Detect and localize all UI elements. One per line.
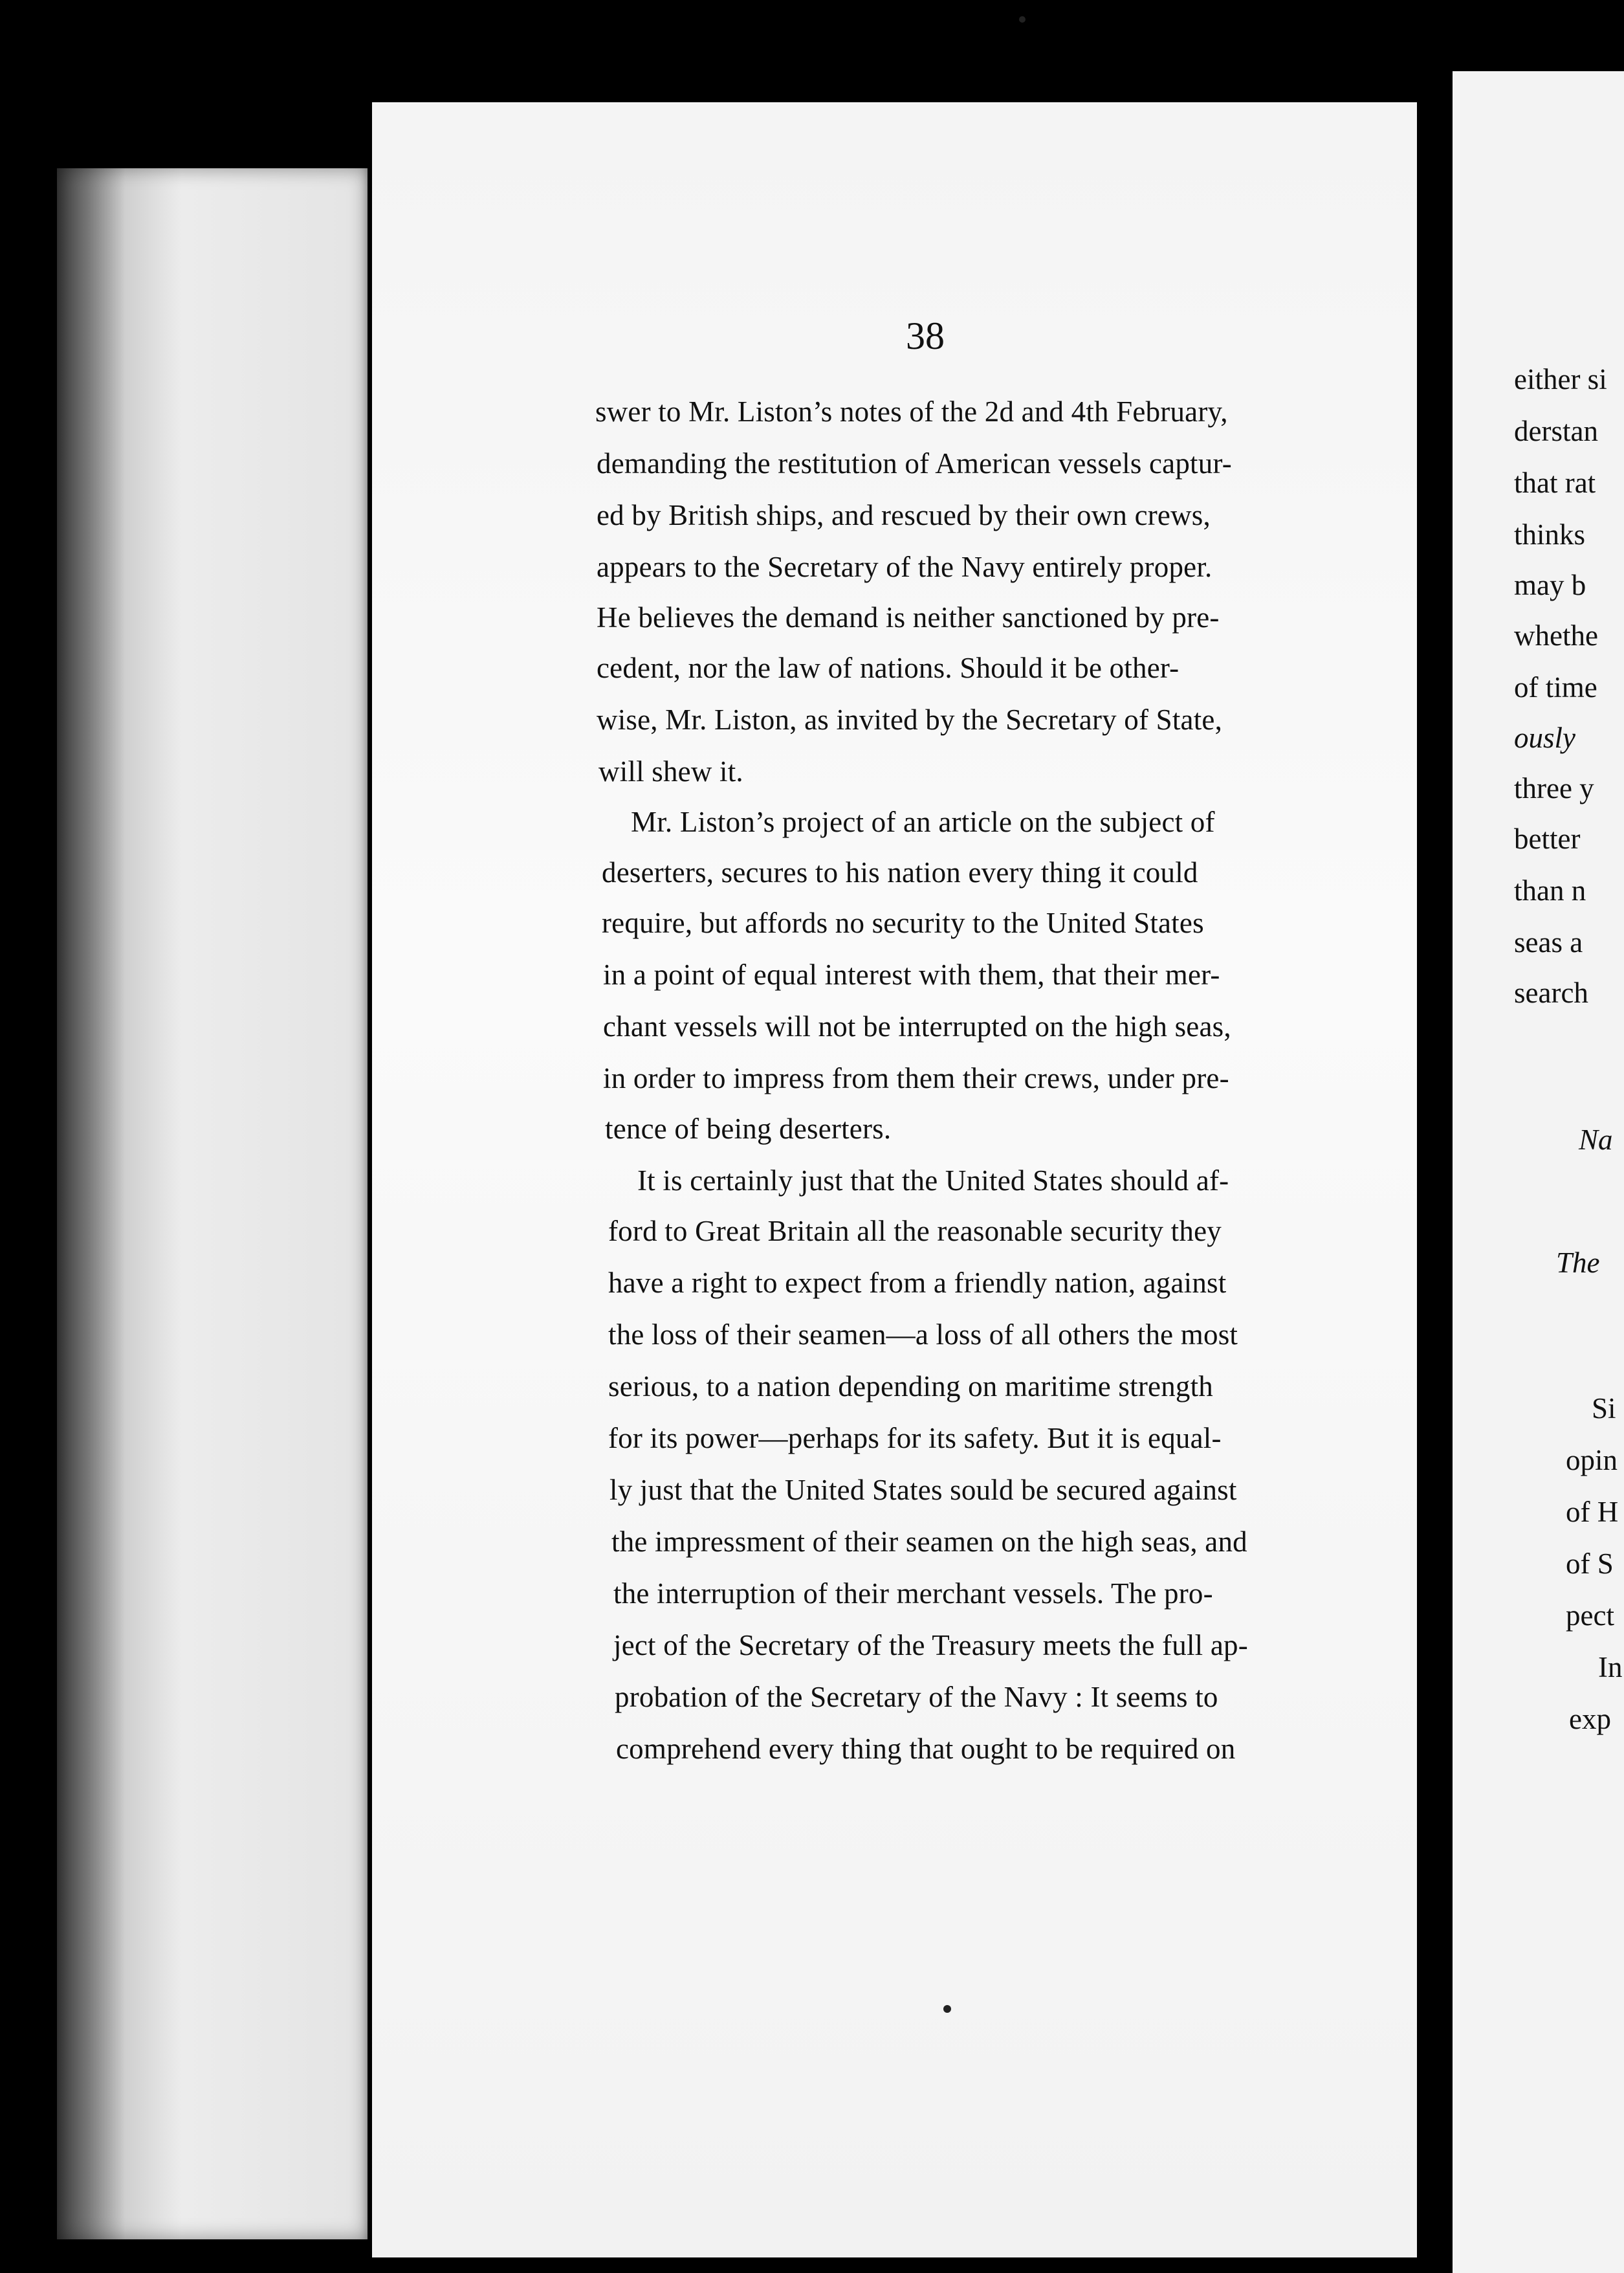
text-line: the loss of their seamen—a loss of all others the most <box>608 1318 1238 1351</box>
text-line: It is certainly just that the United States should af- <box>637 1164 1229 1197</box>
adjacent-page-edge <box>57 168 368 2239</box>
text-line: ly just that the United States sould be secured against <box>609 1474 1237 1506</box>
facing-text-fragment: three y <box>1514 772 1594 804</box>
text-line: the interruption of their merchant vessels. The pro- <box>613 1577 1213 1610</box>
facing-text-fragment: better <box>1514 823 1581 855</box>
ink-speck <box>943 2005 951 2013</box>
facing-text-fragment: of S <box>1566 1547 1614 1580</box>
text-line: for its power—perhaps for its safety. But it is equal- <box>608 1422 1222 1454</box>
facing-text-fragment: of H <box>1566 1496 1619 1528</box>
facing-text-fragment: Si <box>1592 1392 1616 1425</box>
text-line: chant vessels will not be interrupted on the high seas, <box>603 1010 1231 1043</box>
text-line: the impressment of their seamen on the high seas, and <box>611 1525 1247 1558</box>
facing-text-fragment: search <box>1514 977 1588 1009</box>
facing-text-fragment: than n <box>1514 874 1586 907</box>
text-line: probation of the Secretary of the Navy : It seems to <box>615 1681 1218 1713</box>
text-line: tence of being deserters. <box>605 1113 892 1145</box>
text-line: in order to impress from them their crews, under pre- <box>603 1062 1229 1094</box>
facing-page <box>1453 71 1624 2273</box>
facing-text-fragment: whethe <box>1514 619 1598 652</box>
text-line: wise, Mr. Liston, as invited by the Secretary of State, <box>597 704 1223 736</box>
text-line: swer to Mr. Liston’s notes of the 2d and 4th February, <box>595 395 1228 428</box>
facing-text-fragment: seas a <box>1514 926 1583 959</box>
text-line: in a point of equal interest with them, that their mer- <box>603 959 1220 991</box>
text-line: appears to the Secretary of the Navy entirely proper. <box>597 551 1213 583</box>
text-line: ject of the Secretary of the Treasury meets the full ap- <box>613 1629 1248 1661</box>
text-line: comprehend every thing that ought to be required on <box>616 1733 1236 1765</box>
facing-text-fragment: may b <box>1514 569 1586 601</box>
facing-text-fragment: either si <box>1514 363 1607 395</box>
facing-text-fragment: In <box>1598 1651 1623 1683</box>
text-line: cedent, nor the law of nations. Should it be other- <box>597 652 1180 684</box>
text-line: ford to Great Britain all the reasonable security they <box>608 1215 1222 1247</box>
facing-text-fragment: ously <box>1514 722 1575 754</box>
text-line: demanding the restitution of American vessels captur- <box>597 447 1232 480</box>
text-line: He believes the demand is neither sanctioned by pre- <box>597 601 1220 634</box>
facing-text-fragment: derstan <box>1514 415 1598 447</box>
text-line: will shew it. <box>598 755 743 788</box>
binding-gutter <box>1417 78 1453 2273</box>
ink-speck <box>1019 16 1026 23</box>
text-line: ed by British ships, and rescued by their own crews, <box>597 499 1211 531</box>
facing-text-fragment: that rat <box>1514 467 1596 499</box>
facing-text-fragment: of time <box>1514 671 1597 704</box>
text-line: have a right to expect from a friendly nation, against <box>608 1267 1227 1299</box>
facing-text-fragment: exp <box>1569 1703 1611 1735</box>
facing-text-fragment: Na <box>1579 1124 1613 1156</box>
text-line: require, but affords no security to the United States <box>602 907 1204 939</box>
facing-text-fragment: thinks <box>1514 518 1586 551</box>
text-line: deserters, secures to his nation every thing it could <box>602 856 1198 889</box>
facing-text-fragment: opin <box>1566 1444 1618 1476</box>
facing-text-fragment: pect <box>1566 1599 1614 1632</box>
page-number: 38 <box>906 315 945 357</box>
text-line: serious, to a nation depending on maritime strength <box>608 1370 1214 1403</box>
text-line: Mr. Liston’s project of an article on the subject of <box>631 806 1215 838</box>
facing-text-fragment: The <box>1556 1247 1600 1279</box>
